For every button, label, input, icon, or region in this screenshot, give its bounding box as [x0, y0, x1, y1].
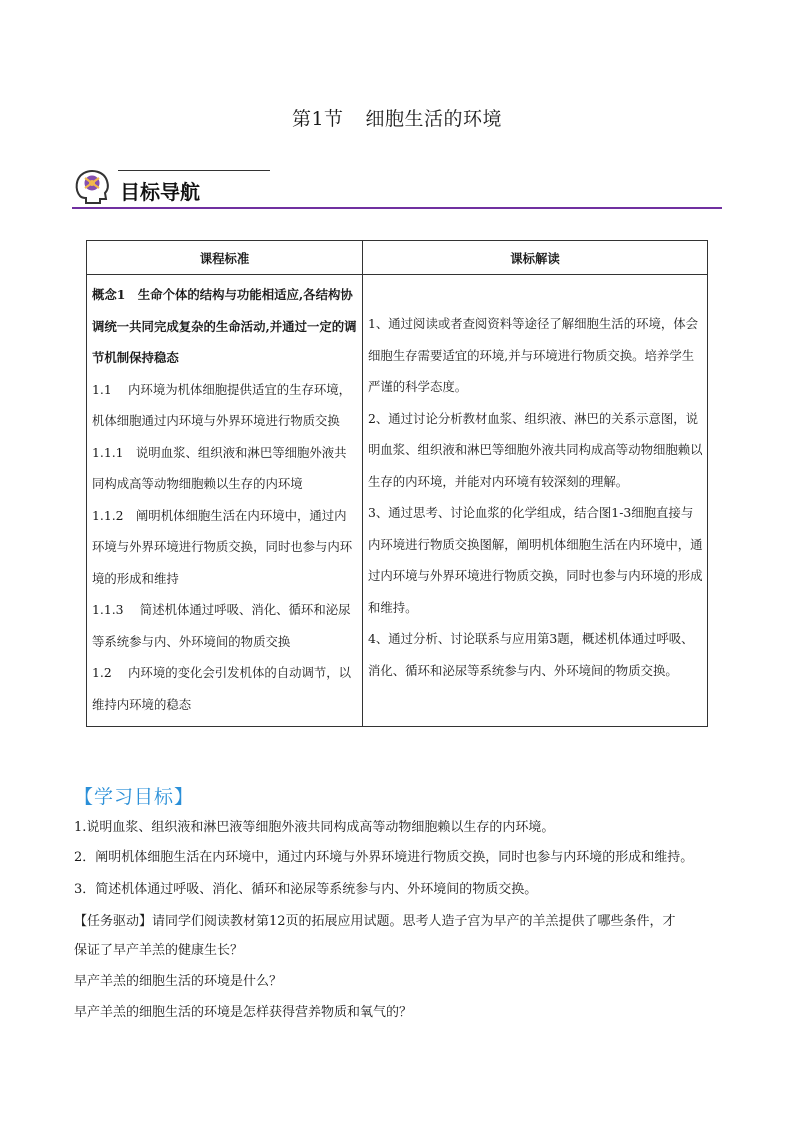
standards-cell	[87, 275, 363, 727]
task-driver-text-cont: 保证了早产羊羔的健康生长？	[74, 943, 244, 958]
standard-item: 1.1.2 阐明机体细胞生活在内环境中，通过内环境与外界环境进行物质交换，同时也参与内环境的形成和维持	[92, 507, 353, 586]
table-header-standard: 课程标准	[87, 241, 363, 275]
standard-item: 1.1 内环境为机体细胞提供适宜的生存环境，机体细胞通过内环境与外界环境进行物质交换	[92, 381, 352, 428]
section-number: 第1节	[291, 108, 344, 130]
standard-item: 1.1.1 说明血浆、组织液和淋巴等细胞外液共同构成高等动物细胞赖以生存的内环境	[92, 444, 347, 491]
task-question: 早产羊羔的细胞生活的环境是什么？	[74, 974, 283, 989]
concept-text: 概念1 生命个体的结构与功能相适应,各结构协调统一共同完成复杂的生命活动,并通过一定的调节机制保持稳态	[92, 287, 357, 365]
curriculum-standards-table	[86, 240, 708, 727]
section-name: 细胞生活的环境	[365, 108, 503, 130]
standard-item: 1.1.3 简述机体通过呼吸、消化、循环和泌尿等系统参与内、外环境间的物质交换	[92, 602, 351, 649]
page-title	[0, 104, 794, 131]
table-header-row	[87, 241, 708, 275]
task-question: 早产羊羔的细胞生活的环境是怎样获得营养物质和氧气的？	[74, 1005, 413, 1020]
interpretation-item: 3、通过思考、讨论血浆的化学组成，结合图1-3细胞直接与内环境进行物质交换图解，阐明机体细胞生活在内环境中，通过内环境与外界环境进行物质交换，同时也参与内环境的形成和维持。	[368, 505, 703, 615]
header-top-line	[118, 170, 270, 171]
interpretation-item: 2、通过讨论分析教材血浆、组织液、淋巴的关系示意图，说明血浆、组织液和淋巴等细胞外液共同构成高等动物细胞赖以生存的内环境，并能对内环境有较深刻的理解。	[368, 410, 703, 489]
interpretation-item: 1、通过阅读或者查阅资料等途径了解细胞生活的环境，体会细胞生存需要适宜的环境,并与环境进行物质交换。培养学生严谨的科学态度。	[368, 316, 699, 394]
brain-gear-icon	[72, 166, 112, 206]
target-navigation-header	[72, 162, 722, 210]
interpretation-item: 4、通过分析、讨论联系与应用第3题，概述机体通过呼吸、消化、循环和泌尿等系统参与内、外环境间的物质交换。	[368, 631, 694, 678]
interpretation-cell	[363, 275, 708, 727]
learning-goal-item: 2．阐明机体细胞生活在内环境中，通过内环境与外界环境进行物质交换，同时也参与内环境的形成和维持。	[74, 850, 694, 865]
section-divider	[72, 207, 722, 209]
task-driver-text: 【任务驱动】请同学们阅读教材第12页的拓展应用试题。思考人造子宫为早产的羊羔提供了哪些条件，才	[74, 914, 676, 929]
learning-goal-item: 3．简述机体通过呼吸、消化、循环和泌尿等系统参与内、外环境间的物质交换。	[74, 882, 538, 897]
table-row	[87, 275, 708, 727]
table-header-interpretation: 课标解读	[363, 241, 708, 275]
standard-item: 1.2 内环境的变化会引发机体的自动调节，以维持内环境的稳态	[92, 665, 352, 712]
learning-goals-heading: 【学习目标】	[74, 786, 195, 808]
section-heading: 目标导航	[120, 180, 200, 204]
learning-goal-item: 1.说明血浆、组织液和淋巴液等细胞外液共同构成高等动物细胞赖以生存的内环境。	[74, 820, 555, 835]
